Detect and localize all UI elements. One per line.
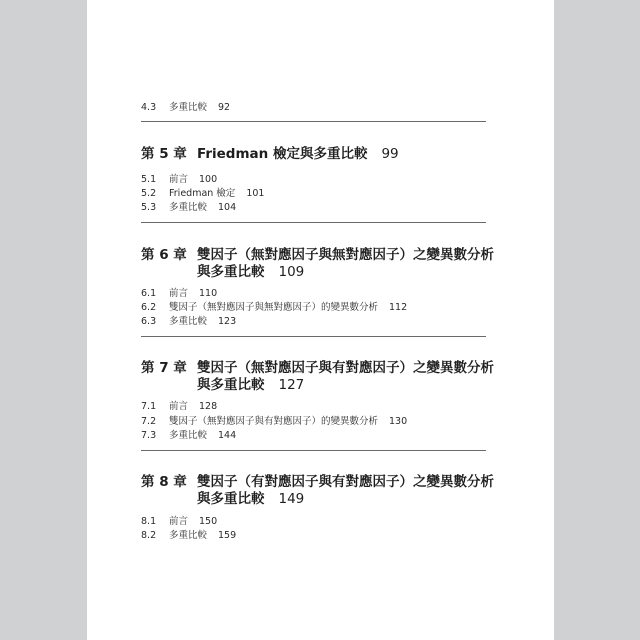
section-page: 123 <box>218 316 237 327</box>
toc-section-entry <box>141 299 407 313</box>
divider <box>141 222 486 223</box>
section-title: 前言 <box>169 174 189 185</box>
chapter-title: 雙因子（有對應因子與有對應因子）之變異數分析 <box>197 474 494 490</box>
chapter-title: Friedman 檢定與多重比較 <box>197 146 368 162</box>
chapter-heading-line2 <box>197 373 304 393</box>
section-number: 5.3 <box>141 202 157 213</box>
chapter-title-line2: 與多重比較 <box>197 264 265 280</box>
section-title: 多重比較 <box>169 316 208 327</box>
toc-section-entry <box>141 199 236 213</box>
chapter-title-line2: 與多重比較 <box>197 491 265 507</box>
toc-section-entry <box>141 427 236 441</box>
section-number: 6.2 <box>141 302 157 313</box>
chapter-heading-line2 <box>197 487 304 507</box>
toc-section-entry <box>141 99 230 113</box>
chapter-label: 第 7 章 <box>141 360 187 376</box>
section-page: 110 <box>199 288 218 299</box>
toc-section-entry <box>141 513 217 527</box>
divider <box>141 450 486 451</box>
chapter-heading <box>141 470 494 490</box>
section-title: 多重比較 <box>169 430 208 441</box>
section-page: 150 <box>199 516 218 527</box>
section-number: 6.3 <box>141 316 157 327</box>
chapter-label: 第 6 章 <box>141 247 187 263</box>
chapter-page: 109 <box>278 264 305 280</box>
chapter-label: 第 8 章 <box>141 474 187 490</box>
section-page: 144 <box>218 430 237 441</box>
chapter-title-line2: 與多重比較 <box>197 377 265 393</box>
section-number: 4.3 <box>141 102 157 113</box>
section-title: 前言 <box>169 516 189 527</box>
section-number: 7.3 <box>141 430 157 441</box>
toc-section-entry <box>141 313 236 327</box>
toc-section-entry <box>141 527 236 541</box>
toc-section-entry <box>141 285 217 299</box>
divider <box>141 121 486 122</box>
section-page: 112 <box>389 302 408 313</box>
section-number: 6.1 <box>141 288 157 299</box>
section-title: 多重比較 <box>169 102 208 113</box>
book-page <box>87 0 554 640</box>
chapter-title: 雙因子（無對應因子與無對應因子）之變異數分析 <box>197 247 494 263</box>
section-number: 7.1 <box>141 401 157 412</box>
section-page: 92 <box>218 102 231 113</box>
toc-section-entry <box>141 171 217 185</box>
section-number: 8.2 <box>141 530 157 541</box>
section-page: 128 <box>199 401 218 412</box>
toc-section-entry <box>141 185 264 199</box>
chapter-heading <box>141 356 494 376</box>
section-number: 7.2 <box>141 416 157 427</box>
toc-section-entry <box>141 413 407 427</box>
chapter-heading-line2 <box>197 260 304 280</box>
chapter-page: 149 <box>278 491 305 507</box>
section-page: 159 <box>218 530 237 541</box>
section-number: 8.1 <box>141 516 157 527</box>
chapter-page: 127 <box>278 377 305 393</box>
section-title: Friedman 檢定 <box>169 188 236 199</box>
divider <box>141 336 486 337</box>
chapter-page: 99 <box>381 146 399 162</box>
section-page: 100 <box>199 174 218 185</box>
chapter-heading <box>141 243 494 263</box>
section-title: 前言 <box>169 401 189 412</box>
section-number: 5.1 <box>141 174 157 185</box>
section-title: 前言 <box>169 288 189 299</box>
section-title: 多重比較 <box>169 530 208 541</box>
chapter-label: 第 5 章 <box>141 146 187 162</box>
section-number: 5.2 <box>141 188 157 199</box>
chapter-title: 雙因子（無對應因子與有對應因子）之變異數分析 <box>197 360 494 376</box>
section-title: 雙因子（無對應因子與有對應因子）的變異數分析 <box>169 416 379 427</box>
toc-section-entry <box>141 398 217 412</box>
section-page: 104 <box>218 202 237 213</box>
section-title: 雙因子（無對應因子與無對應因子）的變異數分析 <box>169 302 379 313</box>
section-page: 130 <box>389 416 408 427</box>
chapter-heading <box>141 142 399 162</box>
section-page: 101 <box>246 188 265 199</box>
section-title: 多重比較 <box>169 202 208 213</box>
